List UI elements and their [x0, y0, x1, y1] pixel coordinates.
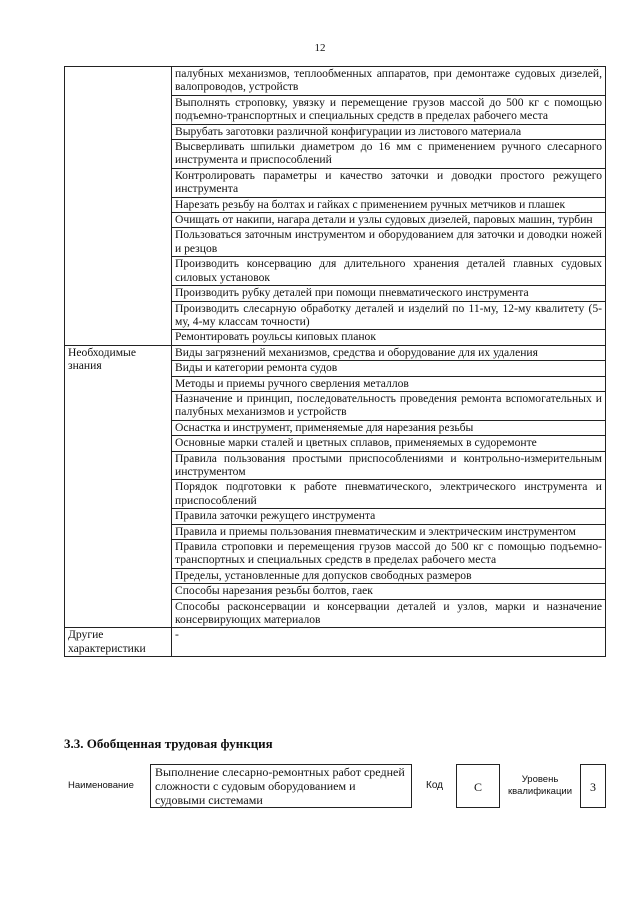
row-item-text: палубных механизмов, теплообменных аппаратов, при демонтаже судовых дизелей, валопроводов, устройств: [172, 67, 606, 96]
competency-table: [64, 66, 606, 657]
row-item-text: Оснастка и инструмент, применяемые для нарезания резьбы: [172, 420, 606, 435]
row-item-text: Способы нарезания резьбы болтов, гаек: [172, 584, 606, 599]
row-item-text: Методы и приемы ручного сверления металлов: [172, 376, 606, 391]
row-item-text: Высверливать шпильки диаметром до 16 мм с применением ручного слесарного инструмента и приспособлений: [172, 140, 606, 169]
name-label: Наименование: [68, 780, 134, 791]
table-row: [65, 628, 606, 657]
section-title: 3.3. Обобщенная трудовая функция: [64, 736, 273, 751]
row-item-text: Правила и приемы пользования пневматическим и электрическим инструментом: [172, 524, 606, 539]
row-item-text: Основные марки сталей и цветных сплавов, применяемых в судоремонте: [172, 436, 606, 451]
row-item-text: Пределы, установленные для допусков свободных размеров: [172, 568, 606, 583]
function-name-box: Выполнение слесарно-ремонтных работ средней сложности с судовым оборудованием и судовыми системами: [150, 764, 412, 808]
row-item-text: Порядок подготовки к работе пневматического, электрического инструмента и приспособлений: [172, 480, 606, 509]
qualification-level-box: 3: [580, 764, 606, 808]
row-item-text: Способы расконсервации и консервации деталей и узлов, марки и назначение консервирующих материалов: [172, 599, 606, 628]
row-item-text: Правила строповки и перемещения грузов массой до 500 кг с помощью подъемно-транспортных и специальных средств в пределах рабочего места: [172, 540, 606, 569]
page-number: 12: [314, 42, 326, 54]
code-label: Код: [426, 780, 444, 791]
row-item-text: Правила пользования простыми приспособлениями и контрольно-измерительным инструментом: [172, 451, 606, 480]
table-row: [65, 345, 606, 360]
row-item-text: Выполнять строповку, увязку и перемещение грузов массой до 500 кг с помощью подъемно-транспортных и специальных средств в пределах рабочего места: [172, 95, 606, 124]
qualification-level-label: Уровень квалификации: [507, 774, 573, 797]
row-item-text: Производить рубку деталей при помощи пневматического инструмента: [172, 286, 606, 301]
row-category-label: [65, 67, 172, 346]
row-item-text: Виды загрязнений механизмов, средства и оборудование для их удаления: [172, 345, 606, 360]
table-row: [65, 67, 606, 96]
row-item-text: Контролировать параметры и качество заточки и доводки простого режущего инструмента: [172, 168, 606, 197]
row-item-text: Нарезать резьбу на болтах и гайках с применением ручных метчиков и плашек: [172, 197, 606, 212]
code-box: С: [456, 764, 500, 808]
row-item-text: Производить консервацию для длительного хранения деталей главных судовых силовых установок: [172, 257, 606, 286]
row-item-text: Назначение и принцип, последовательность проведения ремонта вспомогательных и палубных механизмов и устройств: [172, 391, 606, 420]
row-item-text: Виды и категории ремонта судов: [172, 361, 606, 376]
row-item-text: Пользоваться заточным инструментом и оборудованием для заточки и доводки ножей и резцов: [172, 228, 606, 257]
row-item-text: -: [172, 628, 606, 657]
row-item-text: Производить слесарную обработку деталей и изделий по 11-му, 12-му квалитету (5-му, 4-му классам точности): [172, 301, 606, 330]
row-item-text: Правила заточки режущего инструмента: [172, 509, 606, 524]
row-category-label: Другие характеристики: [65, 628, 172, 657]
row-item-text: Вырубать заготовки различной конфигурации из листового материала: [172, 124, 606, 139]
row-category-label: Необходимые знания: [65, 345, 172, 628]
row-item-text: Очищать от накипи, нагара детали и узлы судовых дизелей, паровых машин, турбин: [172, 213, 606, 228]
row-item-text: Ремонтировать роульсы киповых планок: [172, 330, 606, 345]
